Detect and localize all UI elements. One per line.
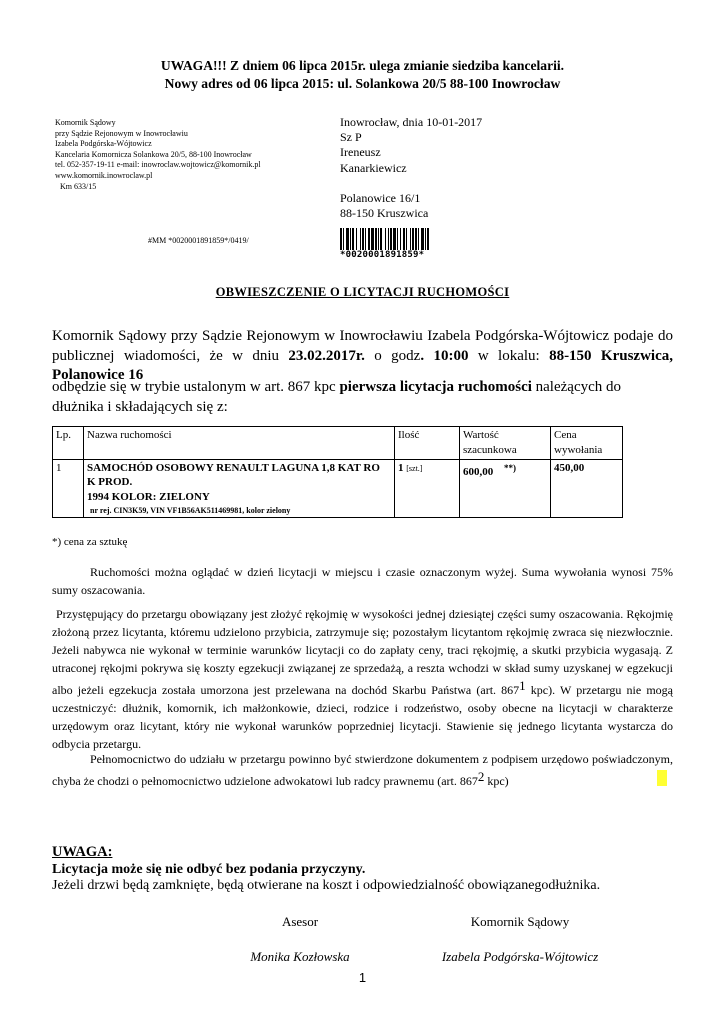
recipient-line [340,176,482,191]
header-value-line: Wartość [463,429,499,441]
barcode-bar [418,228,419,250]
barcode-bar [427,228,429,250]
case-number: Km 633/15 [60,181,97,191]
row-name-line: 1994 KOLOR: ZIELONY [87,491,210,503]
row-name-details: nr rej. CIN3K59, VIN VF1B56AK511469981, kolor zielony [90,506,291,515]
header-lp: Lp. [53,427,84,460]
warning-heading: UWAGA: [52,844,113,860]
barcode-text: *0020001891859* [340,250,425,260]
barcode-bar [360,228,361,250]
barcode-bar [340,228,342,250]
recipient-line: Polanowice 16/1 [340,190,421,205]
row-name-line: SAMOCHÓD OSOBOWY RENAULT LAGUNA 1,8 KAT RO K PROD. [87,462,380,488]
paragraph-text: Pełnomocnictwo do udziału w przetargu powinno być stwierdzone dokumentem z podpisem urzędowo poświadczonym, chyba że chodzi o pełnomocnictwo udzielone adwokatowi lub radcy prawnemu (art. 867 [52,752,673,788]
row-value-amount: 600,00 [463,466,494,478]
footnote: *) cena za sztukę [52,536,128,548]
auction-date: 23.02.2017r. [288,347,365,364]
barcode-bar [343,228,344,250]
row-qty-unit: [szt.] [406,464,423,473]
paragraph-power-of-attorney [52,750,673,790]
paragraph-deposit [52,605,673,753]
row-qty-value: 1 [398,462,404,474]
intro-paragraph [52,327,673,386]
warning-line-1: Licytacja może się nie odbyć bez podania przyczyny. [52,862,366,877]
warning-line-2: Jeżeli drzwi będą zamknięte, będą otwierane na koszt i odpowiedzialność obowiązanegodłużnika. [52,878,601,893]
header-value-line: szacunkowa [463,444,517,456]
table-row [53,460,623,518]
barcode-bar [400,228,401,250]
signature-right-name: Izabela Podgórska-Wójtowicz [441,949,599,964]
superscript: 2 [477,769,485,784]
barcode-bar [385,228,386,250]
sender-line: www.komornik.inowroclaw.pl [55,170,153,180]
sender-line: Komornik Sądowy [55,118,116,127]
barcode-bar [390,228,392,250]
signature-left-name: Monika Kozłowska [250,949,350,964]
signature-right-role: Komornik Sądowy [470,914,570,929]
paragraph-viewing: Ruchomości można oglądać w dzień licytacji w miejscu i czasie oznaczonym wyżej. Suma wywołania wynosi 75% sumy oszacowania. [52,565,673,597]
intro-text: w lokalu: [468,347,550,364]
reference-code: #MM *0020001891859*/0419/ [148,236,249,245]
auction-time: . 10:00 [420,347,469,364]
notice-line-2: Nowy adres od 06 lipca 2015: ul. Solankowa 20/5 88-100 Inowrocław [164,76,561,91]
barcode-bar [362,228,364,250]
barcode-bar [380,228,382,250]
sender-block [55,118,261,192]
auction-type: pierwsza licytacja ruchomości [339,379,532,395]
barcode-bar [368,228,370,250]
row-value [460,460,551,518]
auction-location: 88-150 Kruszwica, Polanowice 16 [52,347,673,383]
header-name: Nazwa ruchomości [84,427,395,460]
recipient-line: Kanarkiewicz [340,160,407,175]
paragraph-text: kpc). W przetargu nie mogą uczestniczyć: dłużnik, komornik, ich małżonkowie, dzieci, rodzice i rodzeństwo, osoby obecne na licytacji w charakterze urzędowym oraz licytant, który nie wykonał warunków poprzedniej licytacji. Stawienie się jednego licytanta wystarcza do odbycia przetargu. [52,683,673,751]
items-table [52,426,623,518]
highlight-mark [657,770,667,786]
barcode-bar [371,228,374,250]
header-value [460,427,551,460]
row-value-mark: **) [504,463,516,473]
barcode-bar [393,228,396,250]
barcode-bar [415,228,417,250]
barcode-bar [412,228,414,250]
place-date: Inowrocław, dnia 10-01-2017 [340,115,483,129]
sender-line: przy Sądzie Rejonowym w Inowrocławiu [55,128,188,138]
superscript: 1 [519,678,526,693]
row-name [84,460,395,518]
sender-line: Kancelaria Komornicza Solankowa 20/5, 88-100 Inowrocław [55,149,252,159]
intro-text: o godz [364,347,421,364]
barcode-bars [340,228,470,250]
header-price-line: wywołania [554,444,603,456]
signature-left-role: Asesor [281,914,319,929]
recipient-block [340,115,482,221]
barcode-bar [421,228,424,250]
barcode-bar [388,228,389,250]
page-number: 1 [358,970,367,985]
row-price-amount: 450,00 [554,462,585,474]
intro-text: odbędzie się w trybie ustalonym w art. 867 kpc [52,379,340,395]
intro-text: należących do dłużnika i składających się z: [52,379,622,415]
intro-paragraph-2 [52,378,673,417]
notice-line-1: UWAGA!!! Z dniem 06 lipca 2015r. ulega zmianie siedziba kancelarii. [160,58,565,73]
barcode-bar [378,228,379,250]
barcode-bar [375,228,377,250]
barcode [340,228,470,260]
sender-line: Izabela Podgórska-Wójtowicz [55,139,152,149]
barcode-bar [350,228,351,250]
barcode-bar [425,228,426,250]
header-price-line: Cena [554,429,577,441]
barcode-bar [406,228,407,250]
table-header-row [53,427,623,460]
row-lp: 1 [53,460,84,518]
recipient-line: Ireneusz [340,145,381,160]
paragraph-text: kpc) [484,774,509,788]
intro-text: Komornik Sądowy przy Sądzie Rejonowym w Inowrocławiu Izabela Podgórska-Wójtowicz podaje do publicznej wiadomości, że w dniu [52,328,673,364]
barcode-bar [356,228,357,250]
barcode-bar [352,228,354,250]
recipient-line: Sz P [340,130,362,145]
barcode-bar [346,228,349,250]
barcode-bar [410,228,411,250]
barcode-bar [397,228,398,250]
row-price [551,460,623,518]
barcode-bar [365,228,366,250]
row-qty [395,460,460,518]
header-price [551,427,623,460]
recipient-line: 88-150 Kruszwica [340,206,429,221]
header-qty: Ilość [395,427,460,460]
sender-line: tel. 052-357-19-11 e-mail: inowroclaw.wojtowicz@komornik.pl [55,160,261,170]
document-title: OBWIESZCZENIE O LICYTACJI RUCHOMOŚCI [215,285,510,299]
barcode-bar [403,228,405,250]
paragraph-text: Przystępujący do przetargu obowiązany jest złożyć rękojmię w wysokości jednej dziesiątej części sumy oszacowania. Rękojmię złożoną przez licytanta, któremu udzielono przybicia, zatrzymuje się; pozostałym licytantom rękojmię zwraca się niezwłocznie. Jeżeli nabywca nie wykonał w terminie warunków licytacji co do zapłaty ceny, traci rękojmię, a skutki przybicia wygasają. Z utraconej rękojmi pokrywa się koszty egzekucji związanej ze sprzedażą, a reszta wchodzi w skład sumy uzyskanej w egzekucji albo jeżeli egzekucja została umorzona jest przelewana na dochód Skarbu Państwa (art. 867 [52,607,673,697]
